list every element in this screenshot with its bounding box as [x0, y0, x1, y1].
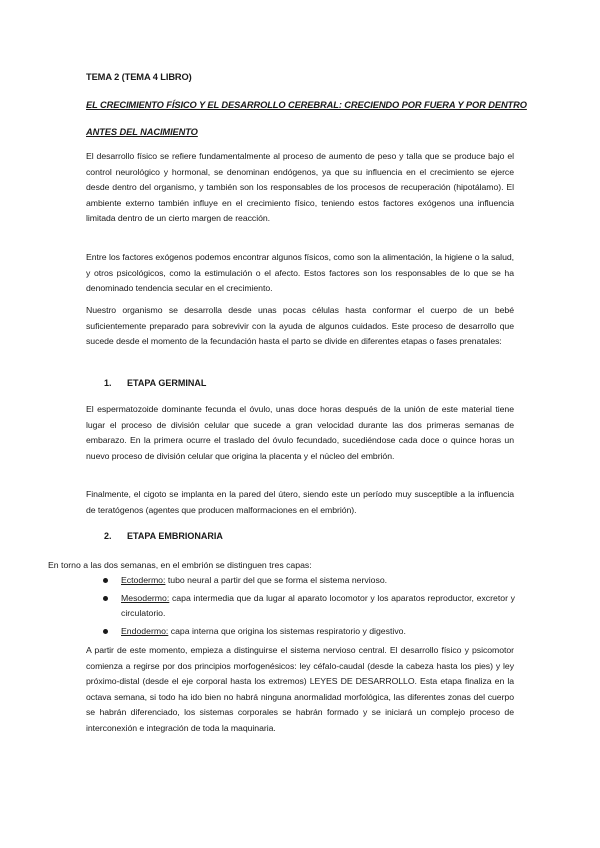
layer-term: Mesodermo:	[121, 592, 170, 603]
document-subtitle: EL CRECIMIENTO FÍSICO Y EL DESARROLLO CEREBRAL: CRECIENDO POR FUERA Y POR DENTRO	[86, 100, 527, 110]
layer-text: tubo neural a partir del que se forma el sistema nervioso.	[165, 575, 388, 585]
document-title: TEMA 2 (TEMA 4 LIBRO)	[86, 72, 192, 82]
paragraph-text: Finalmente, el cigoto se implanta en la pared del útero, siendo este un período muy susceptible a la influencia de teratógenos (agentes que producen malformaciones en el embrión).	[86, 489, 514, 515]
stage1-paragraph-1	[86, 402, 514, 464]
stage2-intro: En torno a las dos semanas, en el embrión se distinguen tres capas:	[48, 560, 312, 570]
bullet-icon	[103, 629, 108, 634]
paragraph-text: El espermatozoide dominante fecunda el óvulo, unas doce horas después de la unión de este material tiene lugar el proceso de división celular que sucede a gran velocidad durante las dos primeras semanas de embarazo. En la primera ocurre el traslado del óvulo fecundado, sucediéndose cada doce o quince horas un nuevo proceso de división celular que origina la placenta y el núcleo del embrión.	[86, 404, 514, 461]
stage2-title: ETAPA EMBRIONARIA	[127, 531, 223, 541]
stage2-heading	[104, 531, 223, 541]
bullet-icon	[103, 596, 108, 601]
list-item	[103, 591, 515, 622]
paragraph-text: El desarrollo físico se refiere fundamentalmente al proceso de aumento de peso y talla que se produce bajo el control neurológico y hormonal, se denominan endógenos, ya que su influencia en el crecimiento se ejerce desde dentro del organismo, y también son los responsables de los procesos de recuperación (hipotálamo). El ambiente externo también influye en el crecimiento físico, teniendo estos factores exógenos una influencia limitada dentro de un cierto margen de reacción.	[86, 151, 514, 223]
bullet-icon	[103, 578, 108, 583]
paragraph-text: Entre los factores exógenos podemos encontrar algunos físicos, como son la alimentación, la higiene o la salud, y otros psicológicos, como la estimulación o el afecto. Estos factores son los responsables de lo que se ha denominado tendencia secular en el crecimiento.	[86, 252, 514, 293]
layers-list	[103, 573, 515, 641]
paragraph-text: Nuestro organismo se desarrolla desde unas pocas células hasta conformar el cuerpo de un bebé suficientemente preparado para sobrevivir con la ayuda de algunos cuidados. Este proceso de desarrollo que sucede desde el momento de la fecundación hasta el parto se divide en diferentes etapas o fases prenatales:	[86, 305, 514, 346]
paragraph-text: A partir de este momento, empieza a distinguirse el sistema nervioso central. El desarrollo físico y psicomotor comienza a regirse por dos principios morfogenésicos: ley céfalo-caudal (desde la cabeza hasta los pies) y ley próximo-distal (desde el eje corporal hasta los extremos) LEYES DE DESARROLLO. Esta etapa finaliza en la octava semana, si todo ha ido bien no habrá ninguna anormalidad morfológica, las diferentes zonas del cuerpo se habrán diferenciado, los sistemas corporales se habrán formado y se iniciará un complejo proceso de interconexión e integración de toda la maquinaria.	[86, 645, 514, 733]
layer-term: Ectodermo:	[121, 575, 166, 585]
layer-term: Endodermo:	[121, 625, 169, 636]
layer-text: capa intermedia que da lugar al aparato locomotor y los aparatos reproductor, excretor y circulatorio.	[121, 592, 515, 618]
layer-text: capa interna que origina los sistemas respiratorio y digestivo.	[168, 625, 406, 636]
paragraph-exogenous	[86, 250, 514, 297]
stage1-title: ETAPA GERMINAL	[127, 378, 207, 388]
section-heading: ANTES DEL NACIMIENTO	[86, 127, 198, 137]
paragraph-development	[86, 303, 514, 350]
paragraph-intro	[86, 149, 514, 227]
stage2-number: 2.	[104, 531, 112, 541]
stage1-number: 1.	[104, 378, 112, 388]
list-item	[103, 624, 515, 640]
list-item	[103, 573, 515, 589]
stage2-closing	[86, 643, 514, 736]
stage1-paragraph-2	[86, 487, 514, 518]
stage1-heading	[104, 378, 206, 388]
